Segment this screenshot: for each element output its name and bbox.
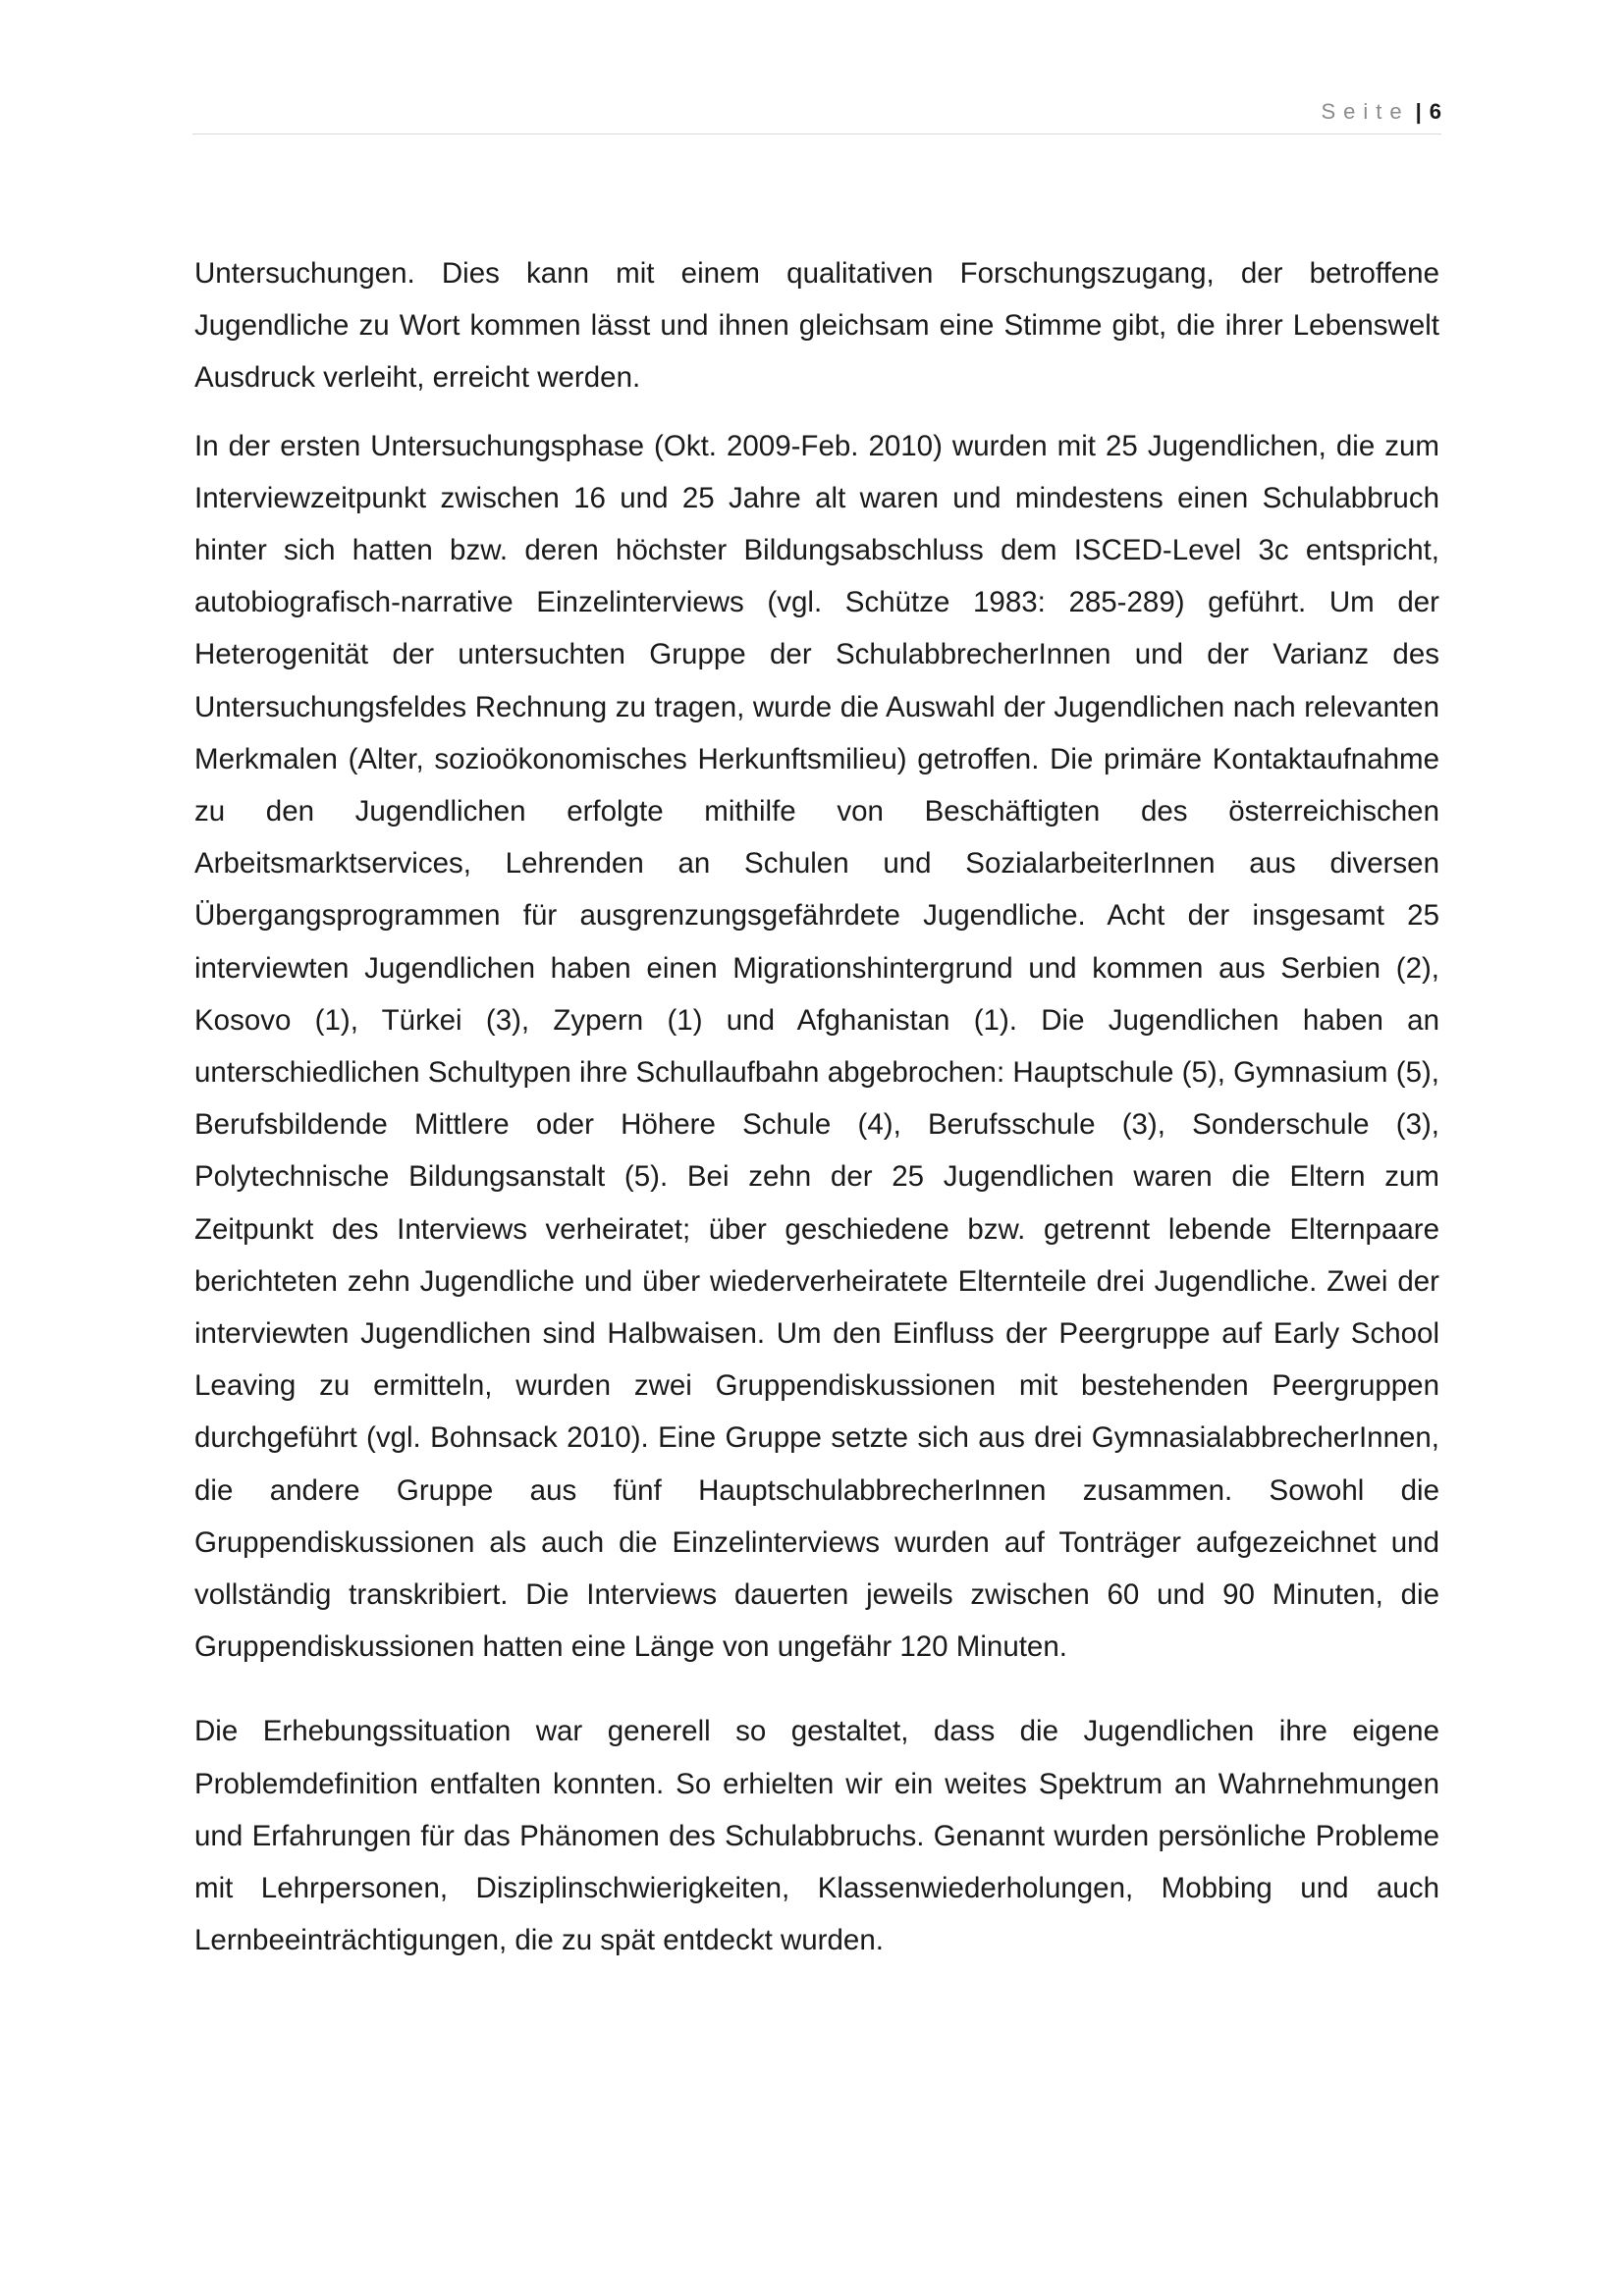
page-header — [192, 94, 1441, 134]
document-body — [194, 247, 1439, 1967]
paragraph-2: In der ersten Untersuchungsphase (Okt. 2009-Feb. 2010) wurden mit 25 Jugendlichen, die zum Interviewzeitpunkt zwischen 16 und 25 Jahre alt waren und mindestens einen Schulabbruch hinter sich hatten bzw. deren höchster Bildungsabschluss dem ISCED-Level 3c entspricht, autobiografisch-narrative Einzelinterviews (vgl. Schütze 1983: 285-289) geführt. Um der Heterogenität der untersuchten Gruppe der SchulabbrecherInnen und der Varianz des Untersuchungsfeldes Rechnung zu tragen, wurde die Auswahl der Jugendlichen nach relevanten Merkmalen (Alter, sozioökonomisches Herkunftsmilieu) getroffen. Die primäre Kontaktaufnahme zu den Jugendlichen erfolgte mithilfe von Beschäftigten des österreichischen Arbeitsmarktservices, Lehrenden an Schulen und SozialarbeiterInnen aus diversen Übergangsprogrammen für ausgrenzungsgefährdete Jugendliche. Acht der insgesamt 25 interviewten Jugendlichen haben einen Migrationshintergrund und kommen aus Serbien (2), Kosovo (1), Türkei (3), Zypern (1) und Afghanistan (1). Die Jugendlichen haben an unterschiedlichen Schultypen ihre Schullaufbahn abgebrochen: Hauptschule (5), Gymnasium (5), Berufsbildende Mittlere oder Höhere Schule (4), Berufsschule (3), Sonderschule (3), Polytechnische Bildungsanstalt (5). Bei zehn der 25 Jugendlichen waren die Eltern zum Zeitpunkt des Interviews verheiratet; über geschiedene bzw. getrennt lebende Elternpaare berichteten zehn Jugendliche und über wiederverheiratete Elternteile drei Jugendliche. Zwei der interviewten Jugendlichen sind Halbwaisen. Um den Einfluss der Peergruppe auf Early School Leaving zu ermitteln, wurden zwei Gruppendiskussionen mit bestehenden Peergruppen durchgeführt (vgl. Bohnsack 2010). Eine Gruppe setzte sich aus drei GymnasialabbrecherInnen, die andere Gruppe aus fünf HauptschulabbrecherInnen zusammen. Sowohl die Gruppendiskussionen als auch die Einzelinterviews wurden auf Tonträger aufgezeichnet und vollständig transkribiert. Die Interviews dauerten jeweils zwischen 60 und 90 Minuten, die Gruppendiskussionen hatten eine Länge von ungefähr 120 Minuten. — [194, 429, 1439, 1664]
paragraph-1: Untersuchungen. Dies kann mit einem qualitativen Forschungszugang, der betroffene Jugendliche zu Wort kommen lässt und ihnen gleichsam eine Stimme gibt, die ihrer Lebenswelt Ausdruck verleiht, erreicht werden. — [194, 257, 1439, 395]
page-word: Seite — [1321, 99, 1410, 124]
paragraph-3: Die Erhebungssituation war generell so gestaltet, dass die Jugendlichen ihre eigene Problemdefinition entfalten konnten. So erhielten wir ein weites Spektrum an Wahrnehmungen und Erfahrungen für das Phänomen des Schulabbruchs. Genannt wurden persönliche Probleme mit Lehrpersonen, Disziplinschwierigkeiten, Klassenwiederholungen, Mobbing und auch Lernbeeinträchtigungen, die zu spät entdeckt wurden. — [194, 1715, 1439, 1957]
page-separator: | — [1415, 99, 1422, 124]
page-number-label — [1321, 98, 1441, 126]
page-number: 6 — [1429, 99, 1441, 124]
